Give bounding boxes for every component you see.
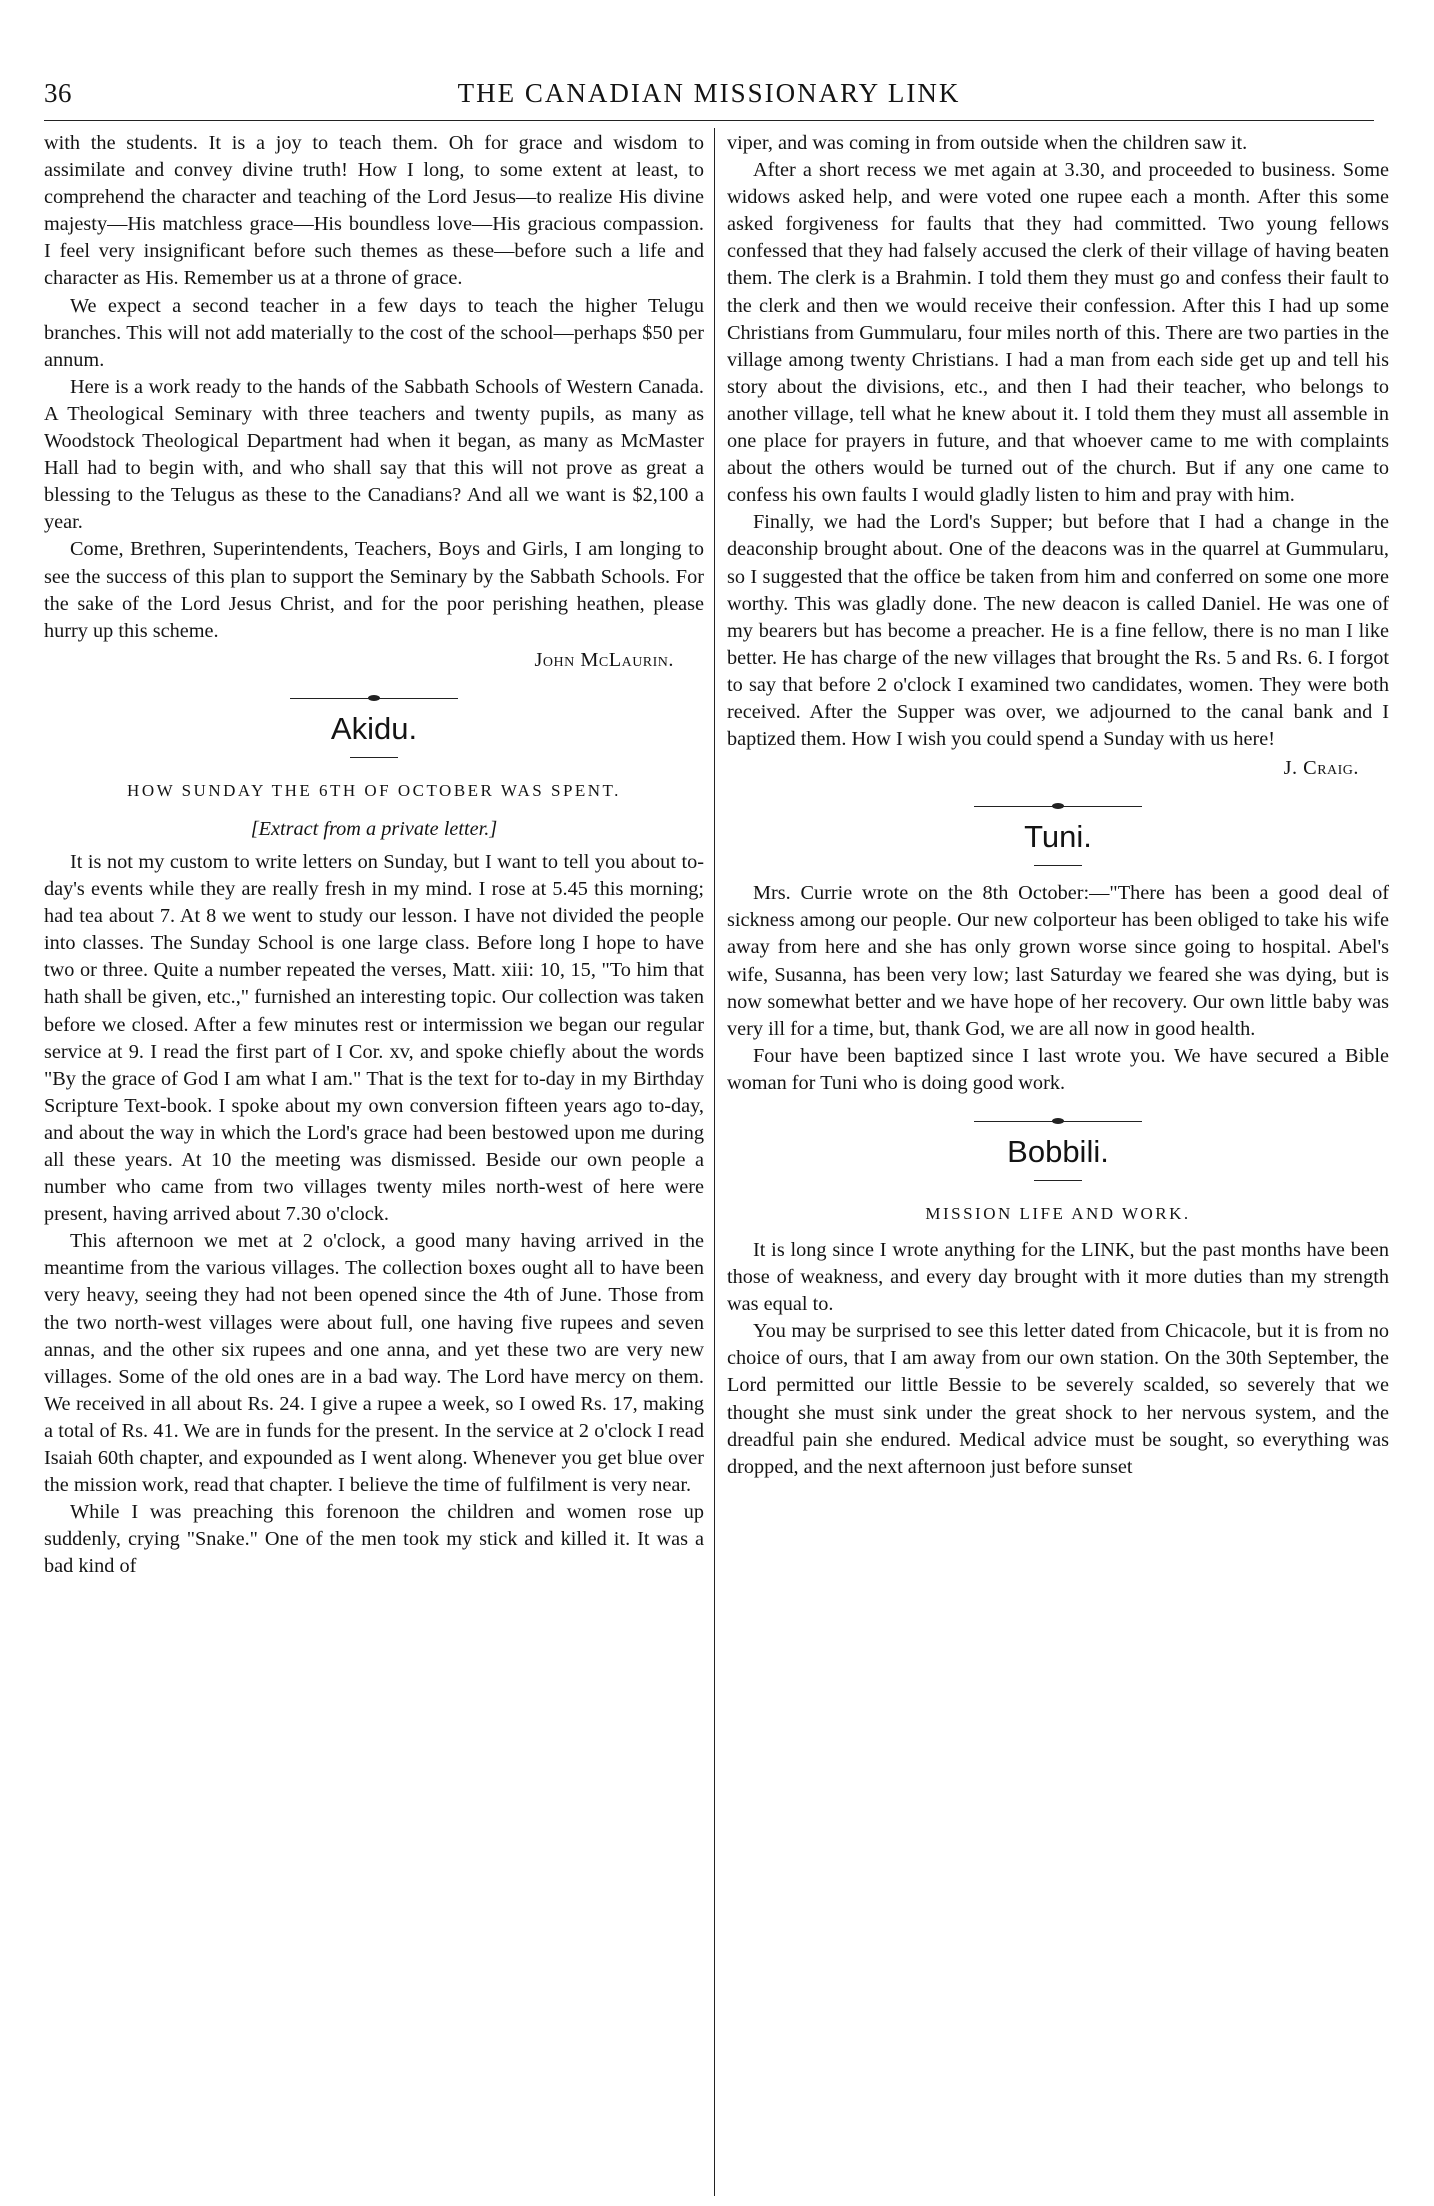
page-header xyxy=(44,78,1374,118)
tuni-title: Tuni. xyxy=(1024,819,1092,855)
title-rule xyxy=(350,757,398,758)
right-column xyxy=(727,130,1389,1481)
section-separator xyxy=(290,698,458,699)
akidu-continued-paragraph-1: viper, and was coming in from outside when the children saw it. xyxy=(727,132,1248,154)
title-rule xyxy=(1034,865,1082,866)
tuni-paragraph-2: Four have been baptized since I last wrote you. We have secured a Bible woman for Tuni who is doing good work. xyxy=(727,1044,1389,1094)
journal-title: THE CANADIAN MISSIONARY LINK xyxy=(457,78,961,108)
akidu-continued-paragraph-2: After a short recess we met again at 3.30, and proceeded to business. Some widows asked help, and were voted one rupee each a month. After this some asked forgiveness for faults that they had committed. Two young fellows confessed that they had falsely accused the clerk of their village of having beaten them. The clerk is a Brahmin. I told them they must go and confess their fault to the clerk and then we would receive their confession. After this I had up some Christians from Gummularu, four miles north of this. There are two parties in the village among twenty Christians. I had a man from each side get up and tell his story about the divisions, etc., and then I had their teacher, who belongs to another village, tell what he knew about it. I told them they must all assemble in one place for prayers in future, and that whoever came to me with complaints about the others would be turned out of the church. But if any one came to confess his own faults I would gladly listen to him and pray with him. xyxy=(727,159,1389,507)
left-column xyxy=(44,130,704,1581)
bobbili-title: Bobbili. xyxy=(1007,1134,1109,1169)
akidu-title: Akidu. xyxy=(330,710,418,746)
bobbili-paragraph-2: You may be surprised to see this letter dated from Chicacole, but it is from no choice of ours, that I am away from our own station. On the 30th September, the Lord permitted our little Bessie to be severely scalded, so severely that we thought she must sink under the great shock to her nervous system, and the dreadful pain she endured. Medical advice must be sought, so everything was dropped, and the next afternoon just before sunset xyxy=(727,1320,1389,1478)
page-number: 36 xyxy=(44,78,72,108)
akidu-note: [Extract from a private letter.] xyxy=(250,817,498,840)
mclaurin-paragraph-2: We expect a second teacher in a few days to teach the higher Telugu branches. This will not add materially to the cost of the school—perhaps $50 per annum. xyxy=(44,294,704,371)
title-rule xyxy=(1034,1180,1082,1181)
akidu-paragraph-1: It is not my custom to write letters on Sunday, but I want to tell you about to-day's events while they are really fresh in my mind. I rose at 5.45 this morning; had tea about 7. At 8 we went to study our lesson. I have not divided the people into classes. The Sunday School is one large class. Before long I hope to have two or three. Quite a number repeated the verses, Matt. xiii: 10, 15, "To him that hath shall be given, etc.," furnished an interesting topic. Our collection was taken before we closed. After a few minutes rest or intermission we began our regular service at 9. I read the first part of I Cor. xv, and spoke chiefly about the words "By the grace of God I am what I am." That is the text for to-day in my Birthday Scripture Text-book. I spoke about my own conversion fifteen years ago to-day, and about the way in which the Lord's grace had been bestowed upon me during all these years. At 10 the meeting was dismissed. Beside our own people a number who came from two villages twenty miles north-west of here were present, having arrived about 7.30 o'clock. xyxy=(44,850,704,1226)
column-divider xyxy=(714,128,715,2196)
mclaurin-signature: John McLaurin. xyxy=(534,648,674,671)
mclaurin-paragraph-1: with the students. It is a joy to teach them. Oh for grace and wisdom to assimilate and convey divine truth! How I long, to some extent at least, to comprehend the character and teaching of the Lord Jesus—to realize His divine majesty—His matchless grace—His boundless love—His gracious compassion. I feel very insignificant before such themes as these—before such a life and character as His. Remember us at a throne of grace. xyxy=(44,132,704,290)
header-rule xyxy=(44,120,1374,121)
akidu-paragraph-3: While I was preaching this forenoon the children and women rose up suddenly, crying "Snake." One of the men took my stick and killed it. It was a bad kind of xyxy=(44,1501,704,1578)
mclaurin-paragraph-3: Here is a work ready to the hands of the Sabbath Schools of Western Canada. A Theological Seminary with three teachers and twenty pupils, as many as Woodstock Theological Department had when it began, as many as McMaster Hall had to begin with, and who shall say that this will not prove as great a blessing to the Telugus as these to the Canadians? And all we want is $2,100 a year. xyxy=(44,375,704,534)
craig-signature: J. Craig. xyxy=(1283,757,1359,780)
akidu-continued-paragraph-3: Finally, we had the Lord's Supper; but before that I had a change in the deaconship brought about. One of the deacons was in the quarrel at Gummularu, so I suggested that the office be taken from him and conferred on some one more worthy. This was gladly done. The new deacon is called Daniel. He was one of my bearers but has become a preacher. He is a fine fellow, there is no man I like better. He has charge of the new villages that brought the Rs. 5 and Rs. 6. I forgot to say that before 2 o'clock I examined two candidates, women. They were both received. After the Supper was over, we adjourned to the canal bank and I baptized them. How I wish you could spend a Sunday with us here! xyxy=(727,511,1389,751)
akidu-paragraph-2: This afternoon we met at 2 o'clock, a good many having arrived in the meantime from the various villages. The collection boxes ought all to have been very heavy, seeing they had not been opened since the 4th of June. Those from the two north-west villages were about full, one having five rupees and seven annas, and the other six rupees and one anna, and yet these two are very new villages. Some of the old ones are in a bad way. The Lord have mercy on them. We received in all about Rs. 24. I give a rupee a week, so I owed Rs. 17, making a total of Rs. 41. We are in funds for the present. In the service at 2 o'clock I read Isaiah 60th chapter, and expounded as I went along. Whenever you get blue over the mission work, read that chapter. I believe the time of fulfilment is very near. xyxy=(44,1230,704,1497)
bobbili-paragraph-1: It is long since I wrote anything for the LINK, but the past months have been those of weakness, and every day brought with it more duties than my strength was equal to. xyxy=(727,1239,1389,1316)
mclaurin-paragraph-4: Come, Brethren, Superintendents, Teachers, Boys and Girls, I am longing to see the success of this plan to support the Seminary by the Sabbath Schools. For the sake of the Lord Jesus Christ, and for the poor perishing heathen, please hurry up this scheme. xyxy=(44,538,704,642)
tuni-paragraph-1: Mrs. Currie wrote on the 8th October:—"There has been a good deal of sickness among our people. Our new colporteur has been obliged to take his wife away from here and she has only grown worse since going to hospital. Abel's wife, Susanna, has been very low; last Saturday we feared she was dying, but is now somewhat better and we have hope of her recovery. Our own little baby was very ill for a time, but, thank God, we are all now in good health. xyxy=(727,882,1389,1040)
section-separator xyxy=(974,806,1142,807)
akidu-subhead: HOW SUNDAY THE 6TH OF OCTOBER WAS SPENT. xyxy=(127,780,621,800)
bobbili-subhead: MISSION LIFE AND WORK. xyxy=(925,1204,1191,1223)
section-separator xyxy=(974,1121,1142,1122)
